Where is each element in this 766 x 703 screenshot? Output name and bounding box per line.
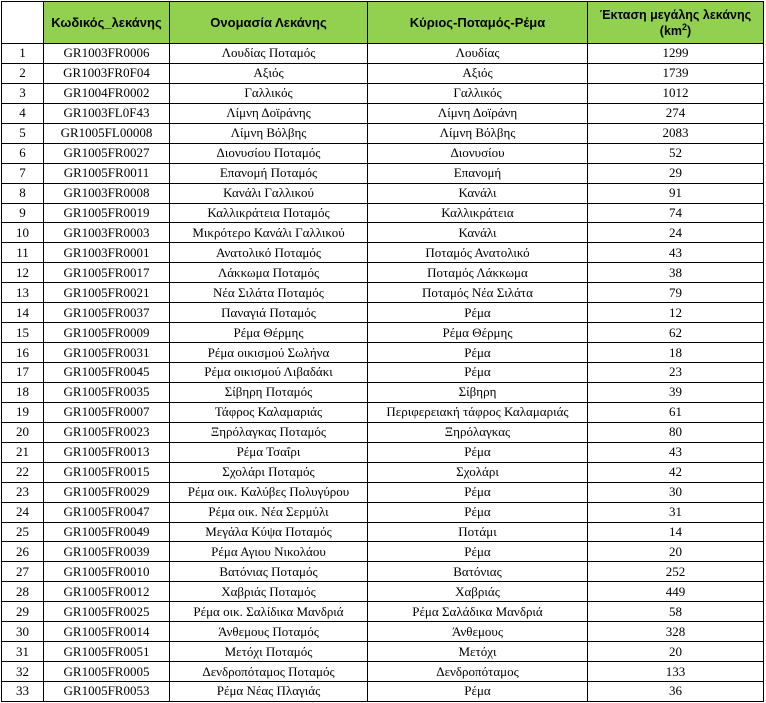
basin-name: Ξηρόλαγκας Ποταμός <box>170 422 368 442</box>
basin-area: 52 <box>588 143 764 163</box>
basin-code: GR1005FR0023 <box>44 422 170 442</box>
table-row <box>2 622 764 642</box>
basin-area: 20 <box>588 542 764 562</box>
basin-code: GR1003FR0003 <box>44 223 170 243</box>
main-river: Ρέμα <box>368 343 588 363</box>
main-river: Ρέμα <box>368 682 588 702</box>
table-row <box>2 183 764 203</box>
main-river: Λουδίας <box>368 44 588 64</box>
main-river: Ρέμα <box>368 502 588 522</box>
table-row <box>2 582 764 602</box>
basin-name: Ρέμα οικ. Νέα Σερμύλι <box>170 502 368 522</box>
basin-area: 133 <box>588 662 764 682</box>
basin-code: GR1005FR0029 <box>44 482 170 502</box>
table-row <box>2 542 764 562</box>
main-river: Λίμνη Βόλβης <box>368 123 588 143</box>
basin-name: Τάφρος Καλαμαριάς <box>170 402 368 422</box>
table-row <box>2 502 764 522</box>
basin-area: 43 <box>588 442 764 462</box>
main-river: Σχολάρι <box>368 462 588 482</box>
basin-name: Δενδροπόταμος Ποταμός <box>170 662 368 682</box>
table-row <box>2 223 764 243</box>
main-river: Άνθεμους <box>368 622 588 642</box>
basin-code: GR1003FR0F04 <box>44 63 170 83</box>
table-row <box>2 602 764 622</box>
basin-name: Σίβηρη Ποταμός <box>170 382 368 402</box>
row-index: 30 <box>2 622 44 642</box>
main-river: Βατόνιας <box>368 562 588 582</box>
header-main-river: Κύριος-Ποταμός-Ρέμα <box>368 2 588 44</box>
main-river: Καλλικράτεια <box>368 203 588 223</box>
row-index: 16 <box>2 343 44 363</box>
row-index: 22 <box>2 462 44 482</box>
basin-code: GR1005FR0025 <box>44 602 170 622</box>
basin-code: GR1005FL00008 <box>44 123 170 143</box>
table-row <box>2 422 764 442</box>
basin-code: GR1005FR0049 <box>44 522 170 542</box>
basin-area: 61 <box>588 402 764 422</box>
basin-code: GR1003FR0006 <box>44 44 170 64</box>
basin-code: GR1005FR0011 <box>44 163 170 183</box>
basin-code: GR1005FR0014 <box>44 622 170 642</box>
row-index: 28 <box>2 582 44 602</box>
header-area-sup: 2 <box>682 21 688 32</box>
main-river: Ρέμα Σαλάδικα Μανδριά <box>368 602 588 622</box>
row-index: 1 <box>2 44 44 64</box>
row-index: 17 <box>2 363 44 383</box>
basin-name: Ρέμα οικισμού Λιβαδάκι <box>170 363 368 383</box>
basin-name: Βατόνιας Ποταμός <box>170 562 368 582</box>
table-row <box>2 382 764 402</box>
basin-area: 62 <box>588 323 764 343</box>
main-river: Χαβριάς <box>368 582 588 602</box>
row-index: 5 <box>2 123 44 143</box>
basin-code: GR1005FR0027 <box>44 143 170 163</box>
basin-name: Λάκκωμα Ποταμός <box>170 263 368 283</box>
basin-code: GR1005FR0017 <box>44 263 170 283</box>
basin-name: Άνθεμους Ποταμός <box>170 622 368 642</box>
table-row <box>2 482 764 502</box>
row-index: 4 <box>2 103 44 123</box>
main-river: Λίμνη Δοϊράνη <box>368 103 588 123</box>
table-row <box>2 682 764 702</box>
basin-name: Νέα Σιλάτα Ποταμός <box>170 283 368 303</box>
header-area-unit: (km <box>659 23 683 38</box>
row-index: 7 <box>2 163 44 183</box>
main-river: Δενδροπόταμος <box>368 662 588 682</box>
basin-name: Λίμνη Δοϊράνης <box>170 103 368 123</box>
main-river: Ποταμός Ανατολικό <box>368 243 588 263</box>
basin-name: Μικρότερο Κανάλι Γαλλικού <box>170 223 368 243</box>
table-row <box>2 83 764 103</box>
table-row <box>2 662 764 682</box>
table-row <box>2 163 764 183</box>
basin-code: GR1003FR0008 <box>44 183 170 203</box>
main-river: Ρέμα <box>368 542 588 562</box>
basin-area: 79 <box>588 283 764 303</box>
basin-area: 2083 <box>588 123 764 143</box>
basin-area: 74 <box>588 203 764 223</box>
row-index: 14 <box>2 303 44 323</box>
header-area-label: Έκταση μεγάλης λεκάνης <box>599 7 752 22</box>
row-index: 31 <box>2 642 44 662</box>
table-row <box>2 562 764 582</box>
basin-code: GR1005FR0037 <box>44 303 170 323</box>
main-river: Ποτάμι <box>368 522 588 542</box>
basin-name: Επανομή Ποταμός <box>170 163 368 183</box>
table-row <box>2 642 764 662</box>
main-river: Ποταμός Λάκκωμα <box>368 263 588 283</box>
basin-name: Λουδίας Ποταμός <box>170 44 368 64</box>
basin-area: 36 <box>588 682 764 702</box>
basin-code: GR1005FR0021 <box>44 283 170 303</box>
basin-code: GR1005FR0013 <box>44 442 170 462</box>
header-name: Ονομασία Λεκάνης <box>170 2 368 44</box>
basin-code: GR1003FR0001 <box>44 243 170 263</box>
basin-name: Ρέμα Αγιου Νικολάου <box>170 542 368 562</box>
basin-name: Ρέμα οικισμού Σωλήνα <box>170 343 368 363</box>
row-index: 20 <box>2 422 44 442</box>
table-row <box>2 203 764 223</box>
basin-code: GR1005FR0009 <box>44 323 170 343</box>
table-row <box>2 343 764 363</box>
basin-code: GR1005FR0010 <box>44 562 170 582</box>
row-index: 25 <box>2 522 44 542</box>
row-index: 11 <box>2 243 44 263</box>
basin-area: 29 <box>588 163 764 183</box>
main-river: Ρέμα <box>368 442 588 462</box>
basin-code: GR1005FR0007 <box>44 402 170 422</box>
basin-code: GR1004FR0002 <box>44 83 170 103</box>
basin-code: GR1005FR0053 <box>44 682 170 702</box>
header-row <box>2 2 764 44</box>
main-river: Μετόχι <box>368 642 588 662</box>
main-river: Ρέμα <box>368 303 588 323</box>
basin-code: GR1005FR0019 <box>44 203 170 223</box>
basin-area: 1012 <box>588 83 764 103</box>
main-river: Διονυσίου <box>368 143 588 163</box>
basin-name: Σχολάρι Ποταμός <box>170 462 368 482</box>
main-river: Αξιός <box>368 63 588 83</box>
basin-area: 20 <box>588 642 764 662</box>
row-index: 15 <box>2 323 44 343</box>
basin-name: Μετόχι Ποταμός <box>170 642 368 662</box>
main-river: Γαλλικός <box>368 83 588 103</box>
basin-area: 39 <box>588 382 764 402</box>
table-row <box>2 303 764 323</box>
row-index: 32 <box>2 662 44 682</box>
header-index <box>2 2 44 44</box>
row-index: 24 <box>2 502 44 522</box>
table-row <box>2 243 764 263</box>
basin-code: GR1005FR0035 <box>44 382 170 402</box>
table-row <box>2 462 764 482</box>
table-row <box>2 323 764 343</box>
basin-area: 12 <box>588 303 764 323</box>
table-row <box>2 263 764 283</box>
basin-code: GR1005FR0039 <box>44 542 170 562</box>
row-index: 13 <box>2 283 44 303</box>
basin-code: GR1005FR0015 <box>44 462 170 482</box>
main-river: Ποταμός Νέα Σιλάτα <box>368 283 588 303</box>
row-index: 8 <box>2 183 44 203</box>
basin-name: Ρέμα Νέας Πλαγιάς <box>170 682 368 702</box>
basin-name: Ρέμα οικ. Σαλίδικα Μανδριά <box>170 602 368 622</box>
basin-area: 23 <box>588 363 764 383</box>
main-river: Ξηρόλαγκας <box>368 422 588 442</box>
basin-name: Μεγάλα Κύψα Ποταμός <box>170 522 368 542</box>
basin-code: GR1005FR0031 <box>44 343 170 363</box>
basin-area: 80 <box>588 422 764 442</box>
row-index: 27 <box>2 562 44 582</box>
basins-table <box>1 1 764 702</box>
table-row <box>2 63 764 83</box>
main-river: Σίβηρη <box>368 382 588 402</box>
basin-code: GR1005FR0045 <box>44 363 170 383</box>
header-area <box>588 2 764 44</box>
basin-code: GR1003FL0F43 <box>44 103 170 123</box>
basin-name: Ρέμα Θέρμης <box>170 323 368 343</box>
table-row <box>2 442 764 462</box>
main-river: Κανάλι <box>368 183 588 203</box>
table-row <box>2 123 764 143</box>
basin-area: 18 <box>588 343 764 363</box>
basin-name: Καλλικράτεια Ποταμός <box>170 203 368 223</box>
basin-name: Παναγιά Ποταμός <box>170 303 368 323</box>
basin-area: 38 <box>588 263 764 283</box>
row-index: 3 <box>2 83 44 103</box>
row-index: 23 <box>2 482 44 502</box>
basin-name: Λίμνη Βόλβης <box>170 123 368 143</box>
main-river: Ρέμα Θέρμης <box>368 323 588 343</box>
table-row <box>2 103 764 123</box>
table-row <box>2 363 764 383</box>
basin-area: 1739 <box>588 63 764 83</box>
row-index: 21 <box>2 442 44 462</box>
basin-name: Διονυσίου Ποταμός <box>170 143 368 163</box>
basin-code: GR1005FR0012 <box>44 582 170 602</box>
row-index: 6 <box>2 143 44 163</box>
row-index: 26 <box>2 542 44 562</box>
basin-area: 42 <box>588 462 764 482</box>
row-index: 12 <box>2 263 44 283</box>
main-river: Κανάλι <box>368 223 588 243</box>
basin-code: GR1005FR0051 <box>44 642 170 662</box>
basin-name: Κανάλι Γαλλικού <box>170 183 368 203</box>
basin-area: 58 <box>588 602 764 622</box>
basin-area: 31 <box>588 502 764 522</box>
table-row <box>2 143 764 163</box>
main-river: Επανομή <box>368 163 588 183</box>
basin-area: 91 <box>588 183 764 203</box>
basin-area: 1299 <box>588 44 764 64</box>
row-index: 18 <box>2 382 44 402</box>
basin-name: Χαβριάς Ποταμός <box>170 582 368 602</box>
basin-area: 24 <box>588 223 764 243</box>
row-index: 29 <box>2 602 44 622</box>
table-row <box>2 522 764 542</box>
basin-area: 328 <box>588 622 764 642</box>
basin-code: GR1005FR0005 <box>44 662 170 682</box>
row-index: 2 <box>2 63 44 83</box>
basin-area: 274 <box>588 103 764 123</box>
header-area-close: ) <box>687 23 692 38</box>
table-row <box>2 283 764 303</box>
main-river: Περιφερειακή τάφρος Καλαμαριάς <box>368 402 588 422</box>
row-index: 9 <box>2 203 44 223</box>
table-row <box>2 44 764 64</box>
basin-name: Αξιός <box>170 63 368 83</box>
header-code: Κωδικός_λεκάνης <box>44 2 170 44</box>
basin-code: GR1005FR0047 <box>44 502 170 522</box>
basin-name: Ρέμα Τσαΐρι <box>170 442 368 462</box>
row-index: 19 <box>2 402 44 422</box>
basin-name: Γαλλικός <box>170 83 368 103</box>
main-river: Ρέμα <box>368 363 588 383</box>
main-river: Ρέμα <box>368 482 588 502</box>
basin-area: 43 <box>588 243 764 263</box>
row-index: 33 <box>2 682 44 702</box>
basin-area: 252 <box>588 562 764 582</box>
basin-area: 449 <box>588 582 764 602</box>
basin-name: Ανατολικό Ποταμός <box>170 243 368 263</box>
basin-area: 14 <box>588 522 764 542</box>
table-row <box>2 402 764 422</box>
row-index: 10 <box>2 223 44 243</box>
basin-name: Ρέμα οικ. Καλύβες Πολυγύρου <box>170 482 368 502</box>
basin-area: 30 <box>588 482 764 502</box>
